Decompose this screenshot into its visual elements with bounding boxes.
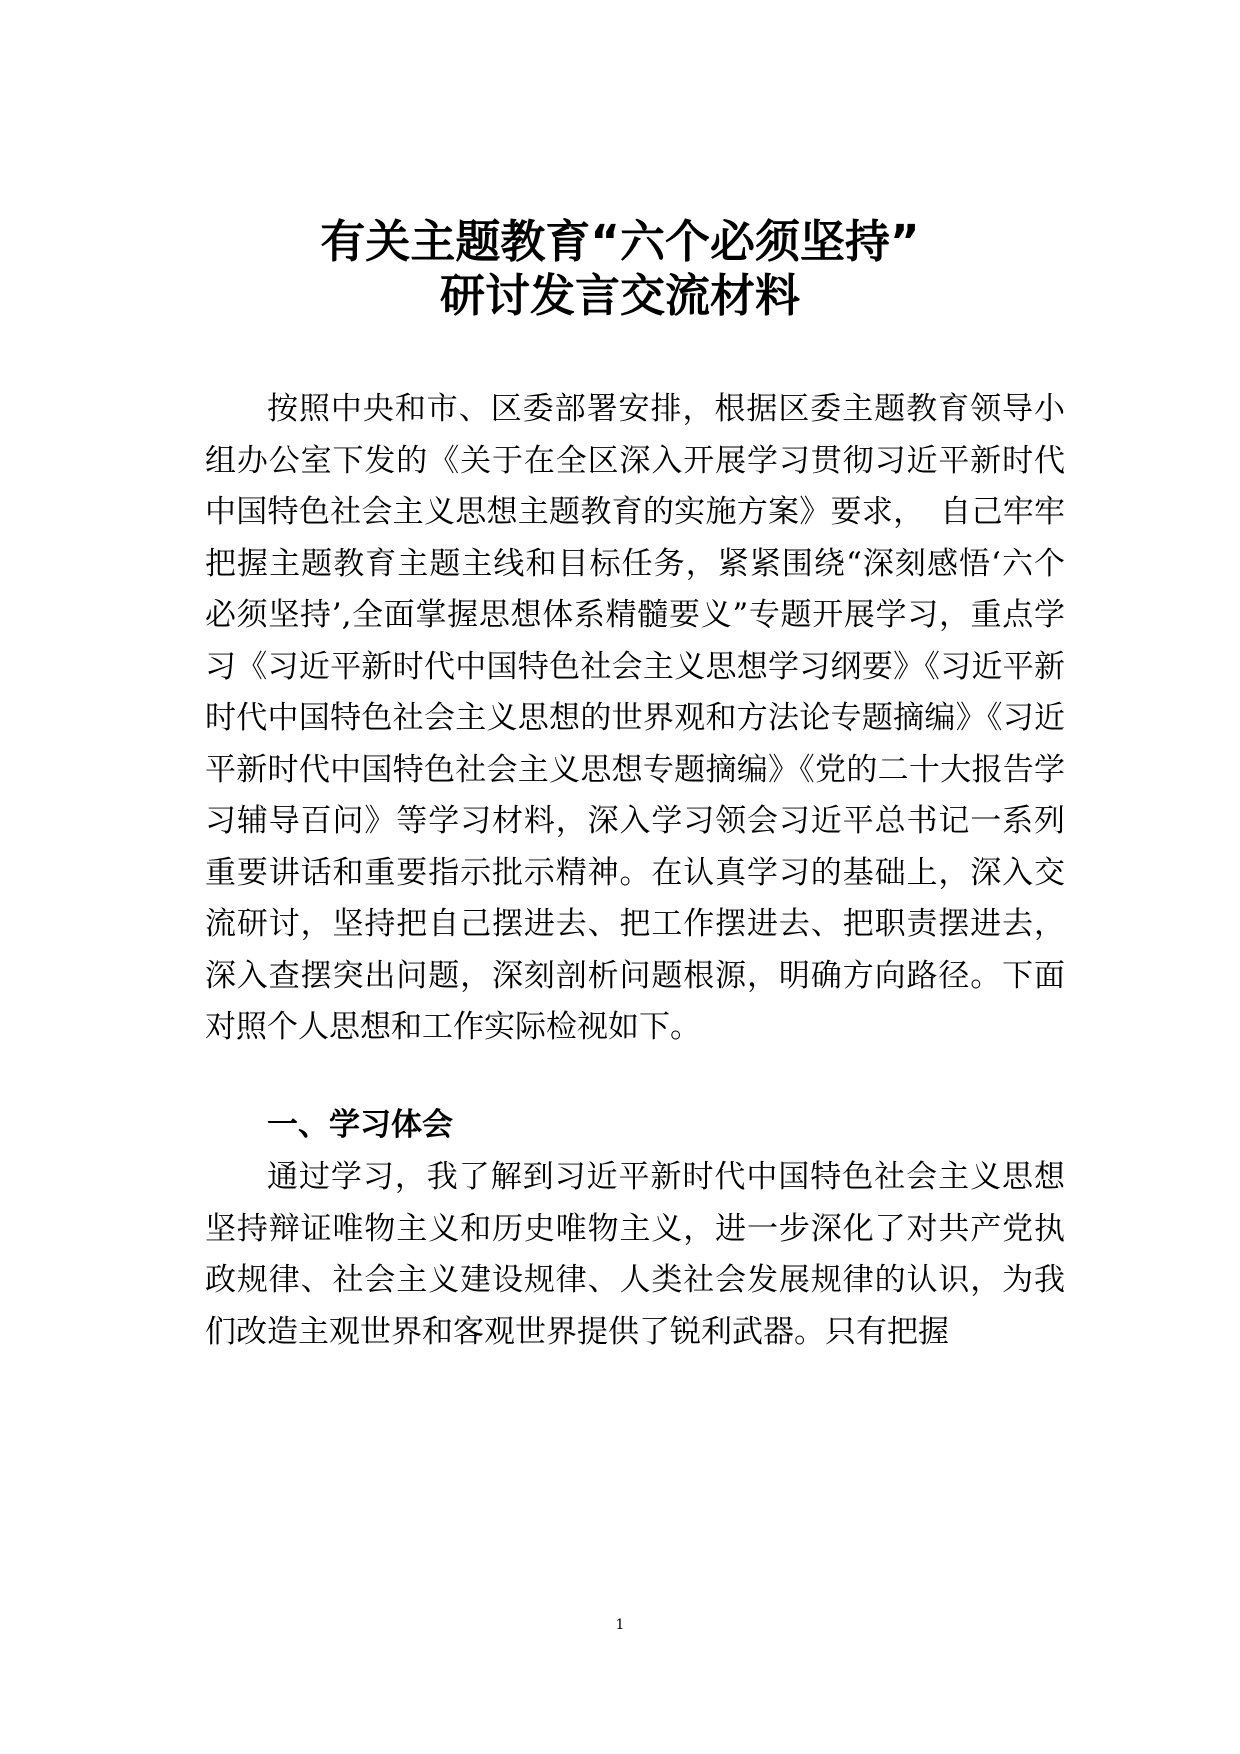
section-heading-study-experience: 一、学习体会 <box>267 1107 453 1143</box>
page-number: 1 <box>615 1617 625 1633</box>
study-experience-paragraph: 通过学习，我了解到习近平新时代中国特色社会主义思想坚持辩证唯物主义和历史唯物主义，进一步深化了对共产党执政规律、社会主义建设规律、人类社会发展规律的认识，为我们改造主观世界和客观世界提供了锐利武器。只有把握 <box>205 1159 1065 1350</box>
document-title-line1: 有关主题教育“六个必须坚持” <box>320 215 920 268</box>
document-title-line2: 研讨发言交流材料 <box>439 269 800 322</box>
intro-paragraph: 按照中央和市、区委部署安排，根据区委主题教育领导小组办公室下发的《关于在全区深入开展学习贯彻习近平新时代中国特色社会主义思想主题教育的实施方案》要求， 自己牢牢把握主题教育主题主线和目标任务，紧紧围绕“深刻感悟‘六个必须坚持’,全面掌握思想体系精髓要义”专题开展学习，重点学习《习近平新时代中国特色社会主义思想学习纲要》《习近平新时代中国特色社会主义思想的世界观和方法论专题摘编》《习近平新时代中国特色社会主义思想专题摘编》《党的二十大报告学习辅导百问》等学习材料，深入学习领会习近平总书记一系列重要讲话和重要指示批示精神。在认真学习的基础上，深入交流研讨，坚持把自己摆进去、把工作摆进去、把职责摆进去，深入查摆突出问题，深刻剖析问题根源，明确方向路径。下面对照个人思想和工作实际检视如下。 <box>205 391 1065 1045</box>
